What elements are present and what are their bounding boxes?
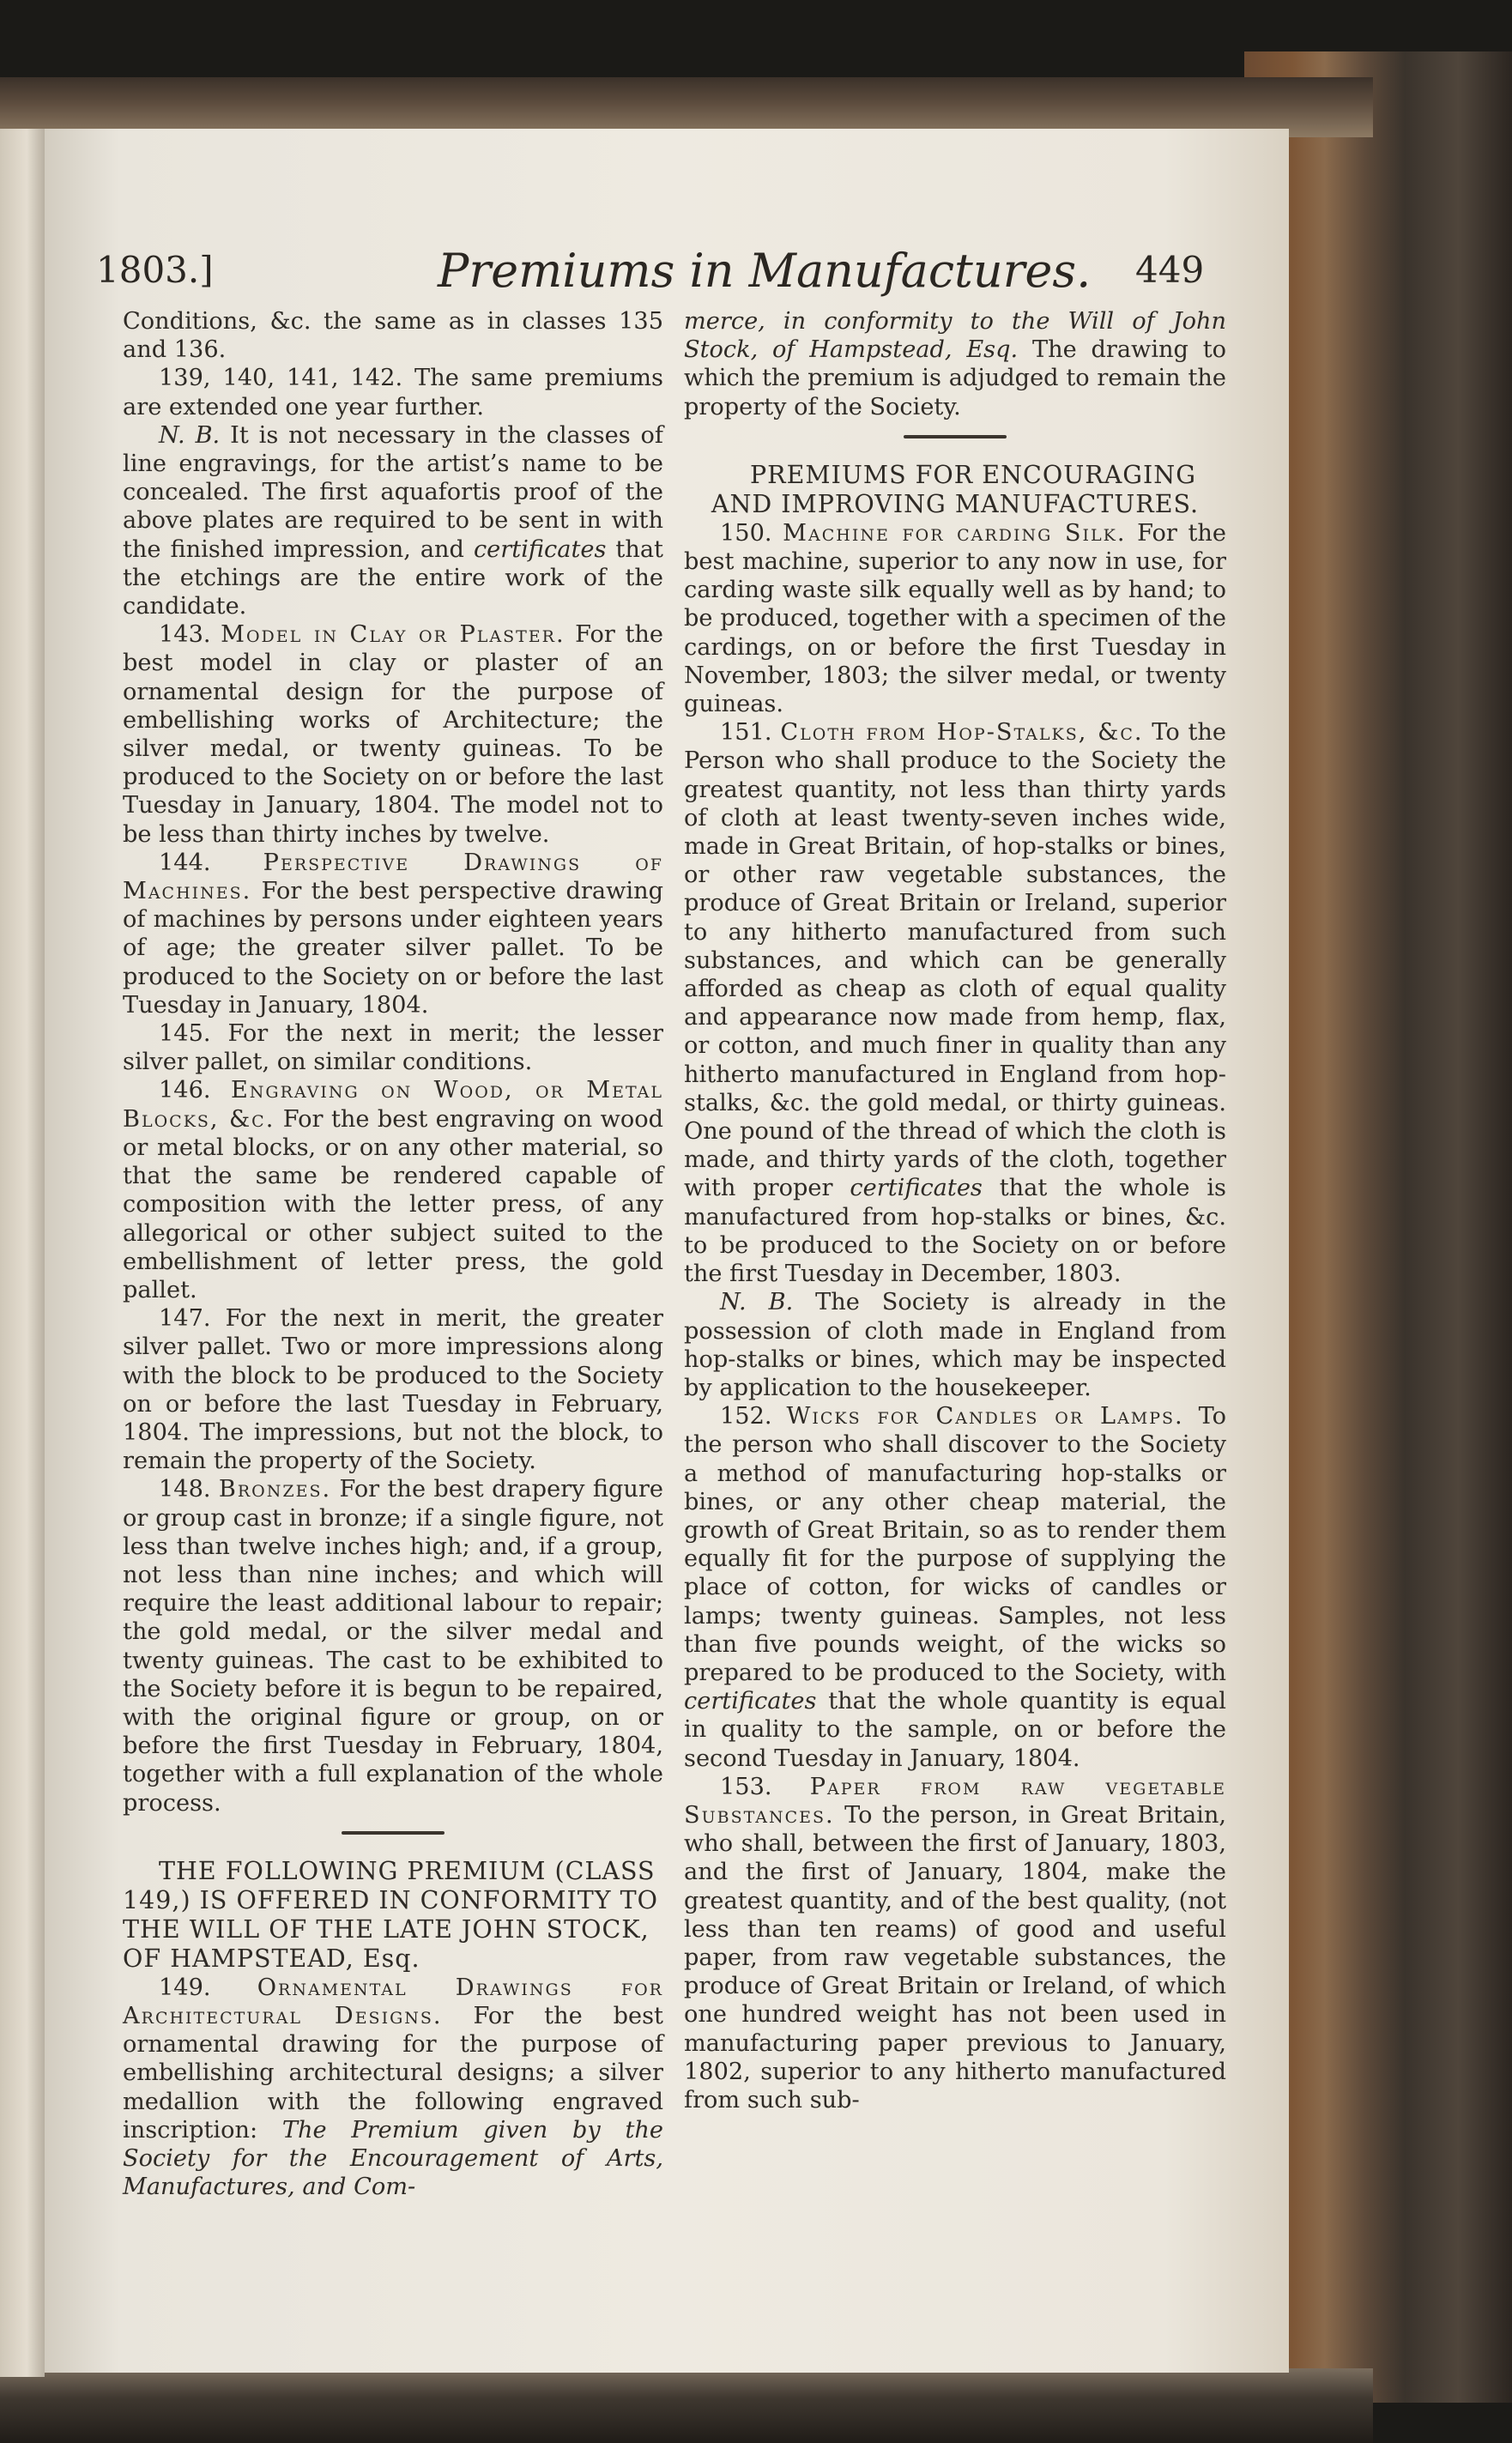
premium-text: For the best model in clay or plaster of an ornamental design for the purpose of embellishing works of Architecture; the silver medal, or twenty guineas. To be produced to the Society on or before the last Tuesday in January, 1804. The model not to be less than thirty inches by twelve. bbox=[123, 621, 663, 848]
premium-title: Model in Clay or Plaster. bbox=[221, 621, 565, 649]
paragraph bbox=[123, 421, 663, 620]
page-bottom-edge bbox=[0, 2368, 1373, 2443]
premium-title: Ornamental Drawings for Architectural Designs. bbox=[123, 1974, 663, 2029]
italic-text: certificates bbox=[473, 535, 607, 563]
premium-title: Wicks for Candles or Lamps. bbox=[786, 1403, 1184, 1430]
inscription-text: The Premium given by the Society for the Encouragement of Arts, Manufactures, and Com- bbox=[123, 2116, 663, 2201]
premium-text: that the whole quantity is equal in quality to the sample, on or before the second Tuesday in January, 1804. bbox=[684, 1688, 1226, 1772]
premium-text: For the best machine, superior to any now in use, for carding waste silk equally well as by hand; to be produced, together with a specimen of the cardings, on or before the first Tuesday in November, 1803; the silver medal, or twenty guineas. bbox=[684, 519, 1226, 718]
premium-number: 148. bbox=[159, 1476, 211, 1503]
premium-title: Bronzes. bbox=[218, 1476, 332, 1503]
premium-text: that the whole is manufactured from hop-stalks or bines, &c. to be produced to the Society on or before the first Tuesday in December, 1803. bbox=[684, 1175, 1226, 1288]
section-divider bbox=[342, 1831, 445, 1835]
premium-text: To the person, in Great Britain, who shall, between the first of January, 1803, and the first of January, 1804, make the greatest quantity, and of the best quality, (not less than ten reams) of good and useful paper, from raw vegetable substances, the produce of Great Britain or Ireland, of which one hundred weight has not been used in manufacturing paper previous to January, 1802, superior to any hitherto manufactured from such sub- bbox=[684, 1801, 1226, 2113]
premium-title: Machine for carding Silk. bbox=[783, 519, 1127, 547]
nb-label: N. B. bbox=[720, 1289, 794, 1316]
premium-153 bbox=[684, 1773, 1226, 2114]
paragraph-text: that the etchings are the entire work of the candidate. bbox=[123, 535, 663, 620]
paragraph-text: The drawing to which the premium is adjudged to remain the property of the Society. bbox=[684, 336, 1226, 420]
premium-title: Perspective Drawings of Machines. bbox=[123, 849, 663, 905]
premium-number: 144. bbox=[159, 849, 211, 876]
premium-number: 146. bbox=[159, 1077, 211, 1104]
header-title: Premiums in Manufactures. bbox=[438, 244, 1092, 298]
paragraph-text: It is not necessary in the classes of line engravings, for the artist’s name to be concealed. The first aquafortis proof of the above plates are required to be sent in with the finished impression, and bbox=[123, 421, 663, 563]
header-year: 1803.] bbox=[96, 249, 214, 291]
paragraph bbox=[684, 1288, 1226, 1402]
premium-151 bbox=[684, 718, 1226, 1288]
left-column bbox=[123, 307, 663, 2201]
italic-text: certificates bbox=[850, 1175, 983, 1202]
inscription-text: merce, in conformity to the Will of John Stock, of Hampstead, Esq. bbox=[684, 308, 1226, 364]
premium-number: 149. bbox=[159, 1974, 211, 2001]
page-number: 449 bbox=[1135, 249, 1205, 291]
premium-148 bbox=[123, 1475, 663, 1817]
premium-text: For the best drapery figure or group cast in bronze; if a single figure, not less than twelve inches high; and, if a group, not less than nine inches; and which will require the least additional labour to repair; the gold medal, or the silver medal and twenty guineas. The cast to be exhibited to the Society before it is begun to be repaired, with the original figure or group, on or before the first Tuesday in February, 1804, together with a full explanation of the whole process. bbox=[123, 1476, 663, 1817]
premium-title: Engraving on Wood, or Metal Blocks, &c. bbox=[123, 1077, 663, 1133]
paragraph bbox=[684, 307, 1226, 421]
premium-150 bbox=[684, 519, 1226, 718]
premium-text: To the person who shall discover to the Society a method of manufacturing hop-stalks or bines, or any other cheap material, the growth of Great Britain, so as to render them equally fit for the purpose of supplying the place of cotton, for wicks of candles or lamps; twenty guineas. Samples, not less than five pounds weight, of the wicks so prepared to be produced to the Society, with bbox=[684, 1403, 1226, 1686]
facing-page-edge bbox=[0, 129, 45, 2377]
premium-text: For the best perspective drawing of machines by persons under eighteen years of age; the greater silver pallet. To be produced to the Society on or before the last Tuesday in January, 1804. bbox=[123, 878, 663, 1019]
section-heading: THE FOLLOWING PREMIUM (CLASS 149,) IS OFFERED IN CONFORMITY TO THE WILL OF THE LATE JOHN STOCK, OF HAMPSTEAD, Esq. bbox=[123, 1856, 659, 1973]
premium-145: 145. For the next in merit; the lesser silver pallet, on similar conditions. bbox=[123, 1020, 663, 1076]
nb-label: N. B. bbox=[159, 421, 221, 449]
premium-number: 151. bbox=[720, 719, 772, 747]
premium-title: Paper from raw vegetable Substances. bbox=[684, 1773, 1226, 1829]
section-heading: PREMIUMS FOR ENCOURAGING AND IMPROVING MANUFACTURES. bbox=[711, 460, 1200, 518]
premium-143 bbox=[123, 620, 663, 849]
premium-149 bbox=[123, 1974, 663, 2202]
premium-title: Cloth from Hop-Stalks, &c. bbox=[780, 719, 1144, 747]
paragraph: 139, 140, 141, 142. The same premiums are extended one year further. bbox=[123, 365, 663, 420]
premium-number: 143. bbox=[159, 621, 211, 649]
premium-text: To the Person who shall produce to the Society the greatest quantity, not less than thirty yards of cloth at least twenty-seven inches wide, made in Great Britain, of hop-stalks or bines, or other raw vegetable substances, the produce of Great Britain or Ireland, superior to any hitherto manufactured from such substances, and which can be generally afforded as cheap as cloth of equal quality and appearance now made from hemp, flax, or cotton, and much finer in quality than any hitherto manufactured in England from hop-stalks, &c. the gold medal, or thirty guineas. One pound of the thread of which the cloth is made, and thirty yards of the cloth, together with proper bbox=[684, 719, 1226, 1202]
premium-number: 153. bbox=[720, 1773, 772, 1800]
italic-text: certificates bbox=[684, 1688, 817, 1715]
paragraph-text: The Society is already in the possession of cloth made in England from hop-stalks or bines, which may be inspected by application to the housekeeper. bbox=[684, 1289, 1226, 1401]
premium-147: 147. For the next in merit, the greater silver pallet. Two or more impressions along with the block to be produced to the Society on or before the last Tuesday in February, 1804. The impressions, but not the block, to remain the property of the Society. bbox=[123, 1305, 663, 1475]
paragraph: Conditions, &c. the same as in classes 135 and 136. bbox=[123, 308, 663, 364]
premium-number: 150. bbox=[720, 519, 772, 547]
premium-146 bbox=[123, 1076, 663, 1304]
premium-text: For the best engraving on wood or metal blocks, or on any other material, so that the same be rendered capable of composition with the letter press, of any allegorical or other subject suited to the embellishment of letter press, the gold pallet. bbox=[123, 1105, 663, 1303]
premium-144 bbox=[123, 849, 663, 1019]
right-column bbox=[684, 307, 1226, 2114]
premium-text: For the best ornamental drawing for the purpose of embellishing architectural designs; a silver medallion with the following engraved inscription: bbox=[123, 2002, 663, 2144]
premium-number: 152. bbox=[720, 1403, 772, 1430]
premium-152 bbox=[684, 1402, 1226, 1773]
section-divider bbox=[904, 435, 1007, 438]
